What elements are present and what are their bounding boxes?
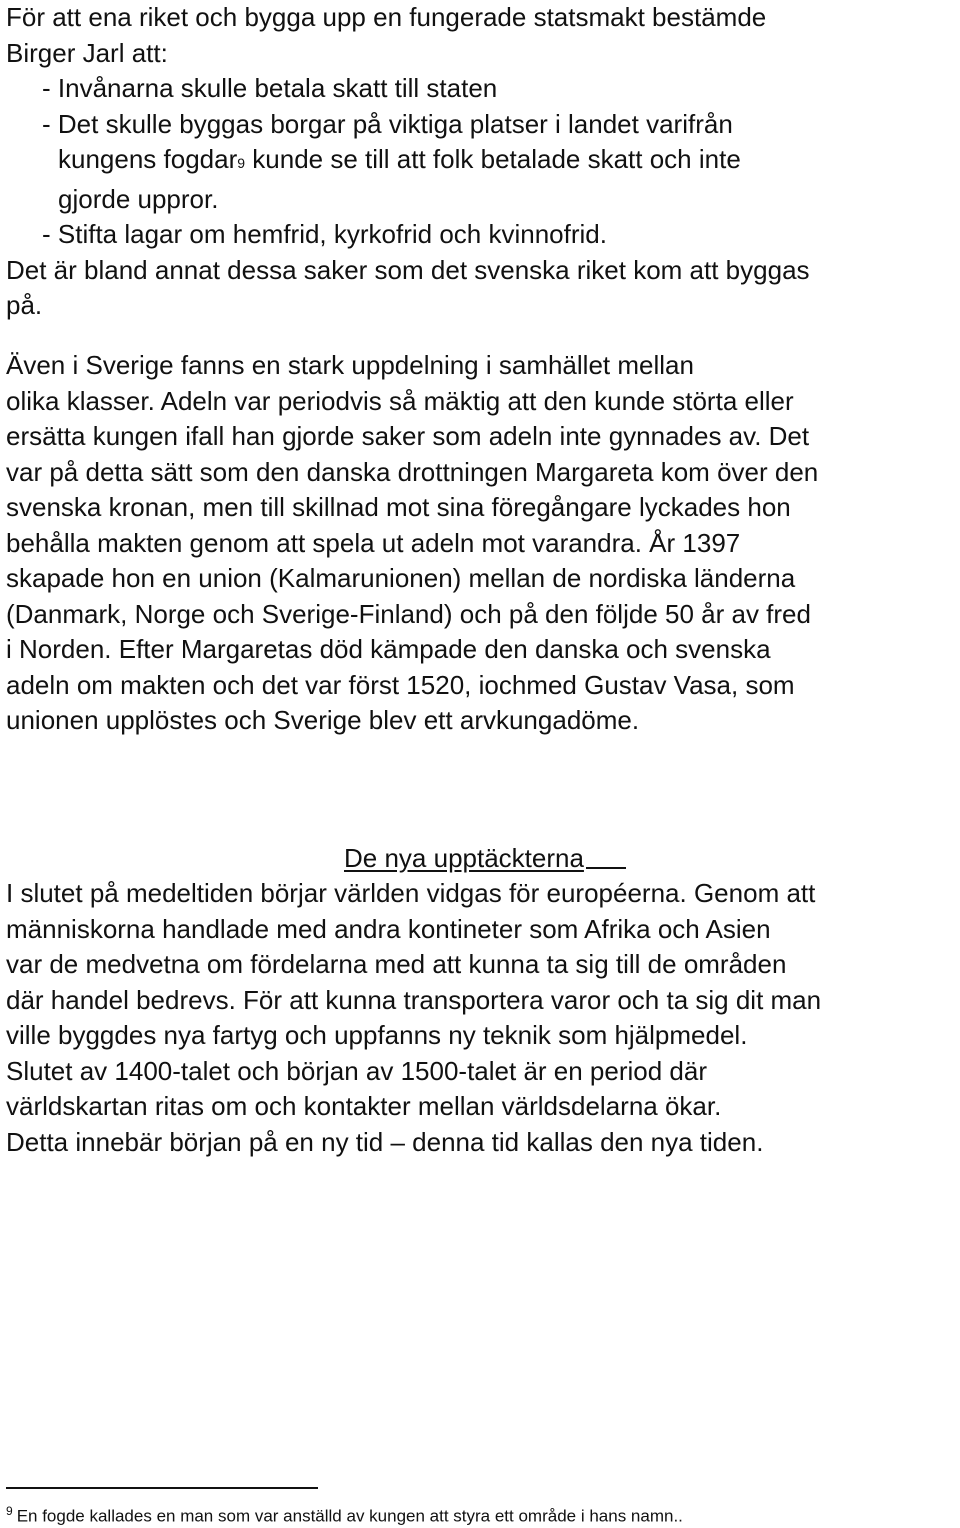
text-fragment: kungens fogdar [58, 144, 238, 174]
list-item-continuation: gjorde uppror. [58, 183, 219, 214]
text-line: var de medvetna om fördelarna med att kunna ta sig till de områden [6, 949, 787, 979]
text-line: ersätta kungen ifall han gjorde saker som adeln inte gynnades av. Det [6, 421, 810, 451]
text-line: världskartan ritas om och kontakter mellan världsdelarna ökar. [6, 1091, 722, 1121]
text-line: där handel bedrevs. För att kunna transportera varor och ta sig dit man [6, 984, 822, 1015]
text-line: unionen upplöstes och Sverige blev ett arvkungadöme. [6, 705, 640, 735]
footnote-text: En fogde kallades en man som var anställd av kungen att styra ett område i hans namn.. [16, 1506, 683, 1526]
list-item: - Stifta lagar om hemfrid, kyrkofrid och kvinnofrid. [42, 219, 607, 249]
text-line: För att ena riket och bygga upp en fungerade statsmakt bestämde [6, 2, 767, 32]
text-line: Slutet av 1400-talet och början av 1500-talet är en period där [6, 1055, 708, 1086]
text-line: svenska kronan, men till skillnad mot sina föregångare lyckades hon [6, 492, 791, 522]
text-line: var på detta sätt som den danska drottningen Margareta kom över den [6, 456, 819, 487]
text-fragment: kunde se till att folk betalade skatt och inte [245, 144, 741, 174]
footnote-separator [6, 1487, 318, 1489]
text-line: skapade hon en union (Kalmarunionen) mellan de nordiska länderna [6, 563, 796, 593]
list-item: - Invånarna skulle betala skatt till staten [42, 73, 498, 103]
heading-text: De nya upptäckterna [344, 843, 584, 873]
text-line: Även i Sverige fanns en stark uppdelning i samhället mellan [6, 350, 694, 380]
text-line: på. [6, 290, 43, 320]
list-item: - Det skulle byggas borgar på viktiga platser i landet varifrån [42, 108, 733, 139]
footnote-mark: 9 [6, 1504, 13, 1518]
text-line: människorna handlade med andra kontineter som Afrika och Asien [6, 913, 771, 944]
text-line: Birger Jarl att: [6, 37, 168, 68]
text-line: ville byggdes nya fartyg och uppfanns ny teknik som hjälpmedel. [6, 1020, 748, 1050]
section-heading [344, 841, 626, 876]
text-line: Detta innebär början på en ny tid – denna tid kallas den nya tiden. [6, 1126, 764, 1157]
text-line: olika klasser. Adeln var periodvis så mäktig att den kunde störta eller [6, 385, 794, 416]
section-2 [6, 348, 960, 739]
footnote-reference: 9 [237, 155, 246, 171]
text-line: Det är bland annat dessa saker som det svenska riket kom att byggas [6, 254, 810, 285]
section-3 [6, 876, 960, 1160]
text-line: I slutet på medeltiden börjar världen vidgas för européerna. Genom att [6, 878, 816, 908]
text-line: adeln om makten och det var först 1520, iochmed Gustav Vasa, som [6, 669, 795, 700]
text-line: (Danmark, Norge och Sverige-Finland) och på den följde 50 år av fred [6, 598, 811, 629]
text-line: behålla makten genom att spela ut adeln mot varandra. År 1397 [6, 527, 741, 558]
footnote [6, 1500, 683, 1528]
heading-underline-tail [586, 841, 626, 869]
list-item-continuation [6, 142, 960, 182]
text-line: i Norden. Efter Margaretas död kämpade den danska och svenska [6, 634, 771, 664]
section-1 [6, 0, 960, 324]
